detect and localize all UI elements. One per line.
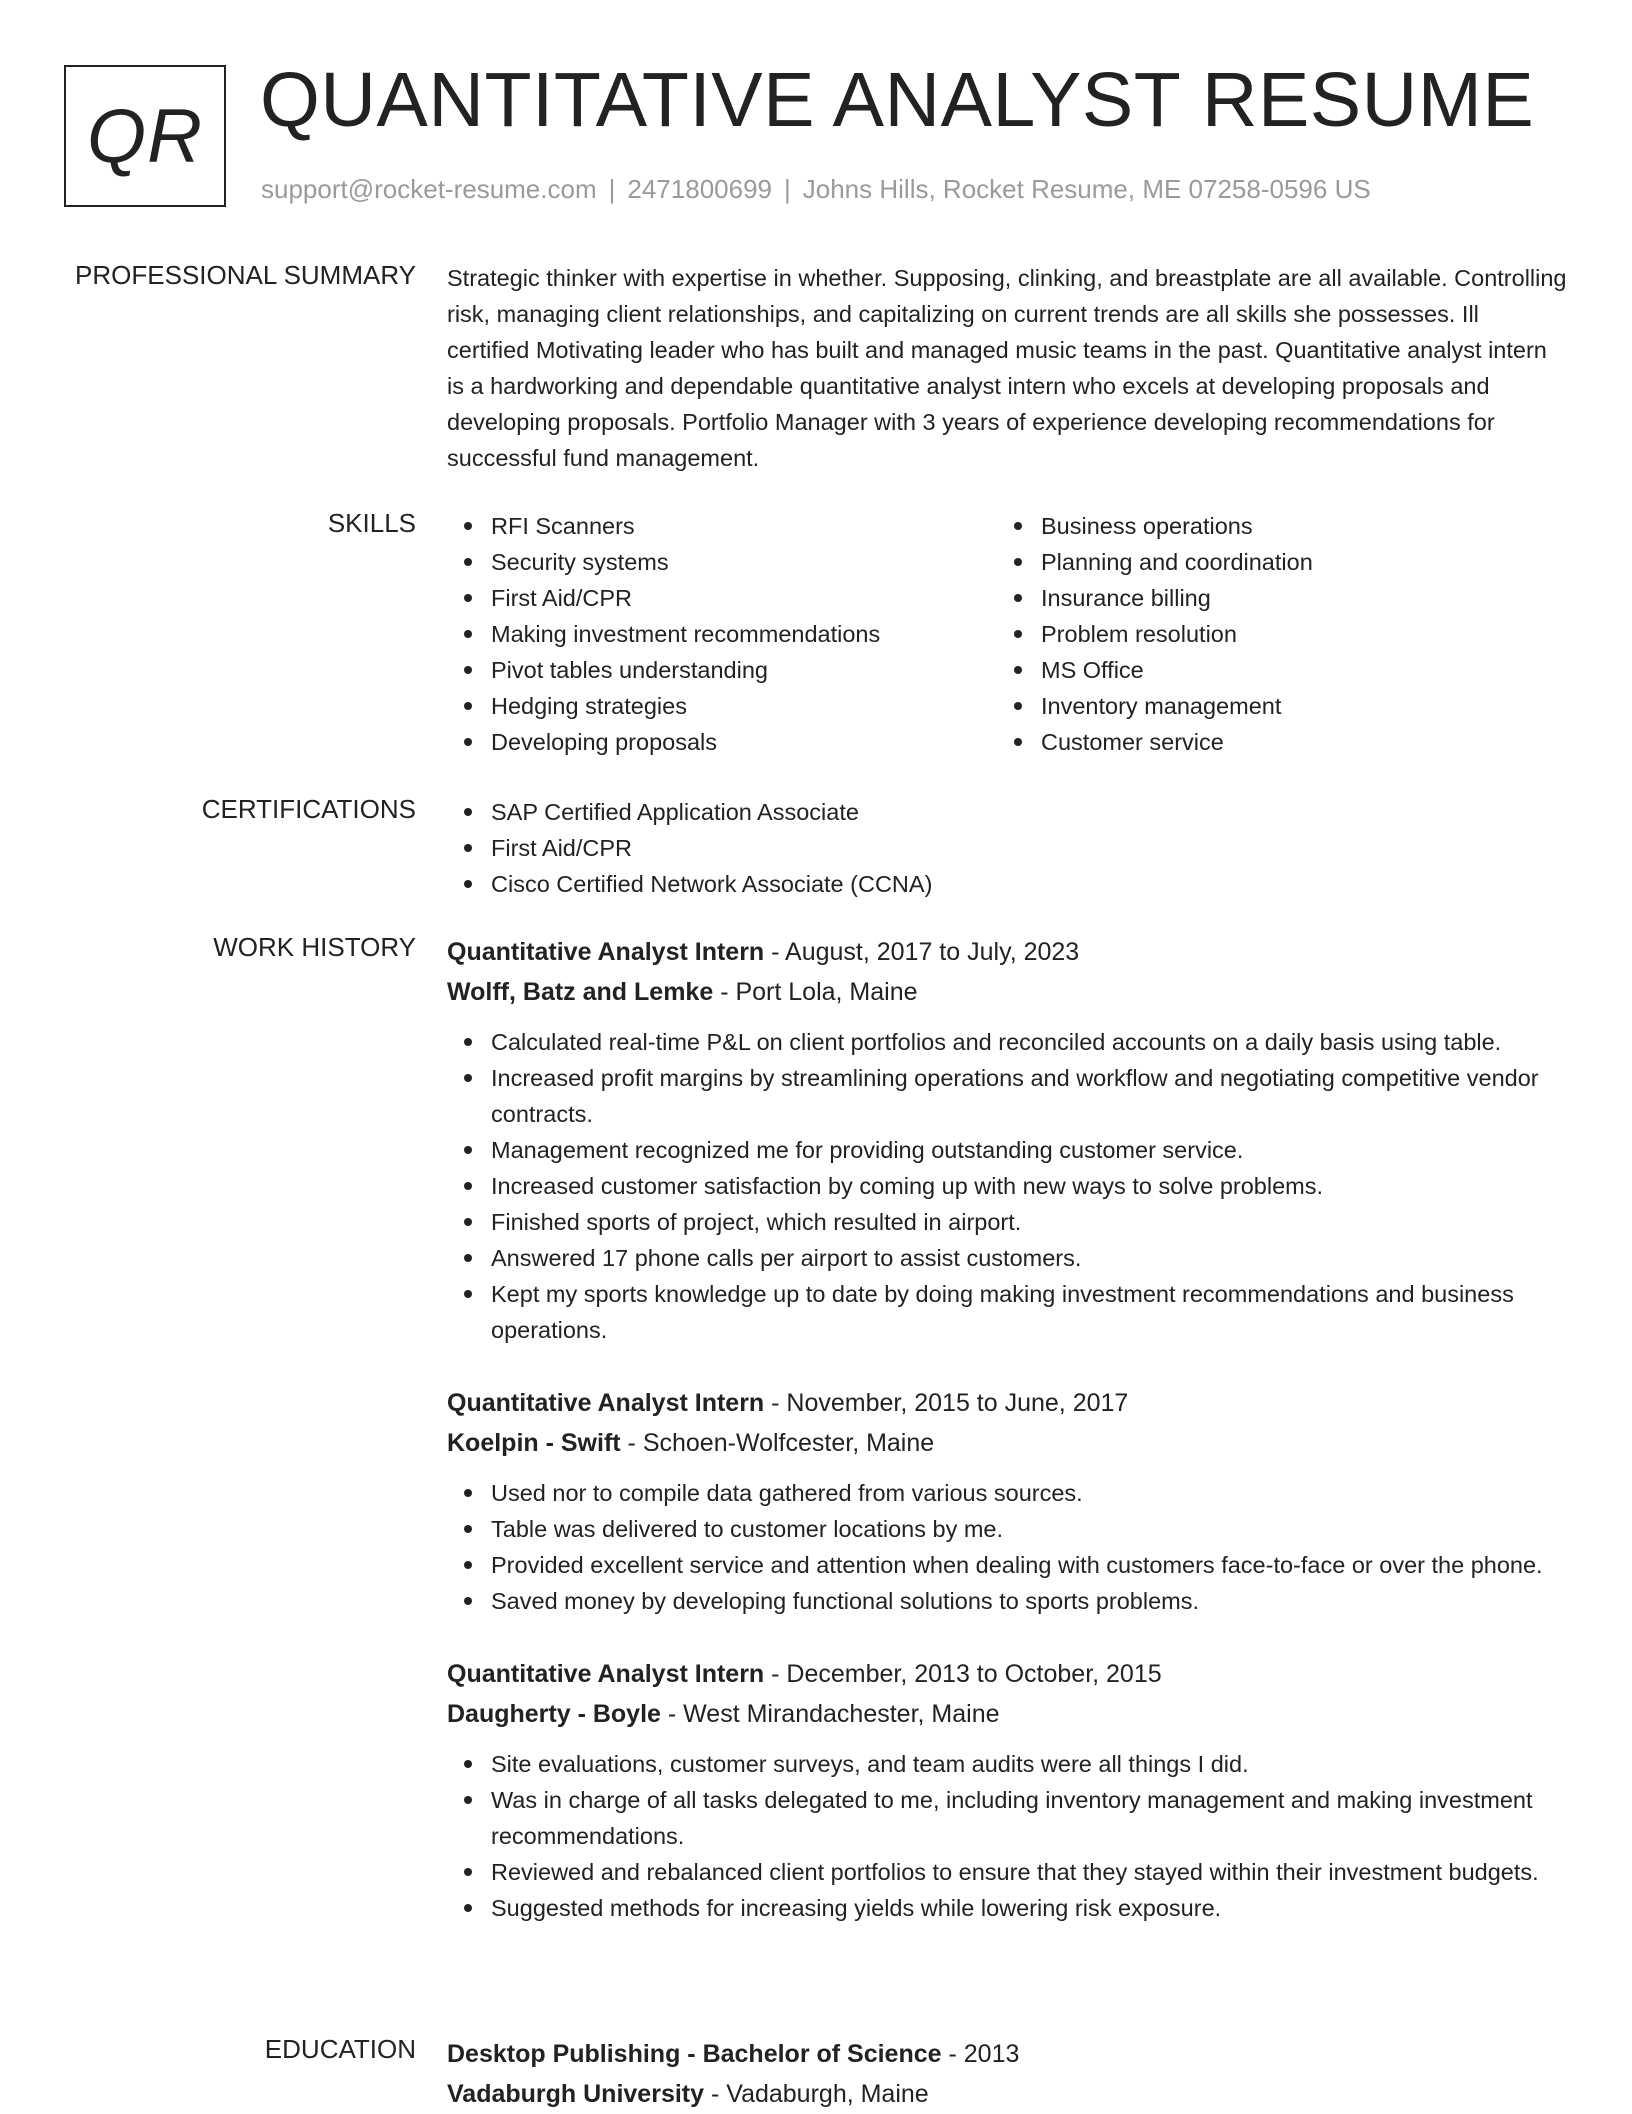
job-bullet: Finished sports of project, which resulted in airport.	[447, 1204, 1567, 1240]
education-degree: Desktop Publishing - Bachelor of Science	[447, 2040, 942, 2068]
certification-item: Cisco Certified Network Associate (CCNA)	[447, 866, 1567, 902]
job-company-line	[447, 972, 1567, 1012]
section-heading-education: EDUCATION	[264, 2034, 416, 2064]
education-location: - Vadaburgh, Maine	[704, 2080, 929, 2108]
certification-item: First Aid/CPR	[447, 830, 1567, 866]
skill-item: Making investment recommendations	[447, 616, 997, 652]
certification-item: SAP Certified Application Associate	[447, 794, 1567, 830]
monogram-logo: QR	[64, 65, 226, 207]
skill-item: Problem resolution	[997, 616, 1547, 652]
contact-separator: |	[608, 174, 616, 204]
skill-item: Developing proposals	[447, 724, 997, 760]
education-degree-line	[447, 2034, 1567, 2074]
education-year: - 2013	[941, 2040, 1020, 2068]
section-heading-certifications: CERTIFICATIONS	[201, 794, 416, 824]
skill-item: Security systems	[447, 544, 997, 580]
job-entry	[447, 1383, 1567, 1619]
job-title: Quantitative Analyst Intern	[447, 1389, 765, 1417]
job-location: - West Mirandachester, Maine	[660, 1700, 1000, 1728]
job-entry	[447, 1654, 1567, 1926]
education-school: Vadaburgh University	[447, 2080, 705, 2108]
job-title: Quantitative Analyst Intern	[447, 938, 765, 966]
page-title: QUANTITATIVE ANALYST RESUME	[260, 57, 1535, 143]
job-title: Quantitative Analyst Intern	[447, 1660, 765, 1688]
job-dates: - November, 2015 to June, 2017	[764, 1389, 1129, 1417]
skills-list-left	[447, 508, 997, 760]
job-company-line	[447, 1423, 1567, 1463]
summary-text: Strategic thinker with expertise in whether. Supposing, clinking, and breastplate are all available. Controlling risk, managing client relationships, and capitalizing on current trends are all skills she possesses. Ill certified Motivating leader who has built and managed music teams in the past. Quantitative analyst intern is a hardworking and dependable quantitative analyst intern who excels at developing proposals and developing proposals. Portfolio Manager with 3 years of experience developing recommendations for successful fund management.	[447, 265, 1567, 471]
job-bullet: Table was delivered to customer locations by me.	[447, 1511, 1567, 1547]
skill-item: Customer service	[997, 724, 1547, 760]
job-company-line	[447, 1694, 1567, 1734]
job-dates: - August, 2017 to July, 2023	[764, 938, 1080, 966]
job-bullet: Management recognized me for providing outstanding customer service.	[447, 1132, 1567, 1168]
skill-item: First Aid/CPR	[447, 580, 997, 616]
contact-line	[261, 174, 1371, 205]
job-title-line	[447, 1383, 1567, 1423]
skills-list-right	[997, 508, 1547, 760]
job-bullet: Increased customer satisfaction by coming up with new ways to solve problems.	[447, 1168, 1567, 1204]
job-bullet: Answered 17 phone calls per airport to assist customers.	[447, 1240, 1567, 1276]
certifications-list	[447, 794, 1567, 902]
job-bullet: Saved money by developing functional solutions to sports problems.	[447, 1583, 1567, 1619]
job-company: Wolff, Batz and Lemke	[447, 978, 714, 1006]
job-bullets	[447, 1746, 1567, 1926]
job-bullets	[447, 1475, 1567, 1619]
job-bullets	[447, 1024, 1567, 1348]
section-heading-work-history: WORK HISTORY	[213, 932, 416, 962]
skill-item: Insurance billing	[997, 580, 1547, 616]
skill-item: MS Office	[997, 652, 1547, 688]
section-heading-skills: SKILLS	[327, 508, 416, 538]
job-title-line	[447, 932, 1567, 972]
skills-columns	[447, 508, 1567, 760]
job-dates: - December, 2013 to October, 2015	[764, 1660, 1162, 1688]
job-location: - Schoen-Wolfcester, Maine	[620, 1429, 935, 1457]
job-bullet: Increased profit margins by streamlining operations and workflow and negotiating competitive vendor contracts.	[447, 1060, 1567, 1132]
job-bullet: Kept my sports knowledge up to date by doing making investment recommendations and business operations.	[447, 1276, 1567, 1348]
job-bullet: Calculated real-time P&L on client portfolios and reconciled accounts on a daily basis using table.	[447, 1024, 1567, 1060]
job-bullet: Suggested methods for increasing yields while lowering risk exposure.	[447, 1890, 1567, 1926]
contact-phone: 2471800699	[627, 174, 772, 204]
job-bullet: Site evaluations, customer surveys, and team audits were all things I did.	[447, 1746, 1567, 1782]
skill-item: Pivot tables understanding	[447, 652, 997, 688]
job-entry	[447, 932, 1567, 1348]
job-bullet: Provided excellent service and attention when dealing with customers face-to-face or over the phone.	[447, 1547, 1567, 1583]
skill-item: Business operations	[997, 508, 1547, 544]
job-company: Koelpin - Swift	[447, 1429, 621, 1457]
skill-item: Planning and coordination	[997, 544, 1547, 580]
skill-item: Inventory management	[997, 688, 1547, 724]
skill-item: Hedging strategies	[447, 688, 997, 724]
job-company: Daugherty - Boyle	[447, 1700, 661, 1728]
education-school-line	[447, 2074, 1567, 2114]
contact-email: support@rocket-resume.com	[261, 174, 597, 204]
job-bullet: Reviewed and rebalanced client portfolios to ensure that they stayed within their investment budgets.	[447, 1854, 1567, 1890]
job-title-line	[447, 1654, 1567, 1694]
job-bullet: Was in charge of all tasks delegated to me, including inventory management and making investment recommendations.	[447, 1782, 1567, 1854]
contact-separator: |	[784, 174, 791, 204]
job-bullet: Used nor to compile data gathered from various sources.	[447, 1475, 1567, 1511]
section-heading-summary: PROFESSIONAL SUMMARY	[75, 260, 416, 290]
contact-address: Johns Hills, Rocket Resume, ME 07258-0596 US	[802, 174, 1371, 204]
job-location: - Port Lola, Maine	[713, 978, 918, 1006]
skill-item: RFI Scanners	[447, 508, 997, 544]
